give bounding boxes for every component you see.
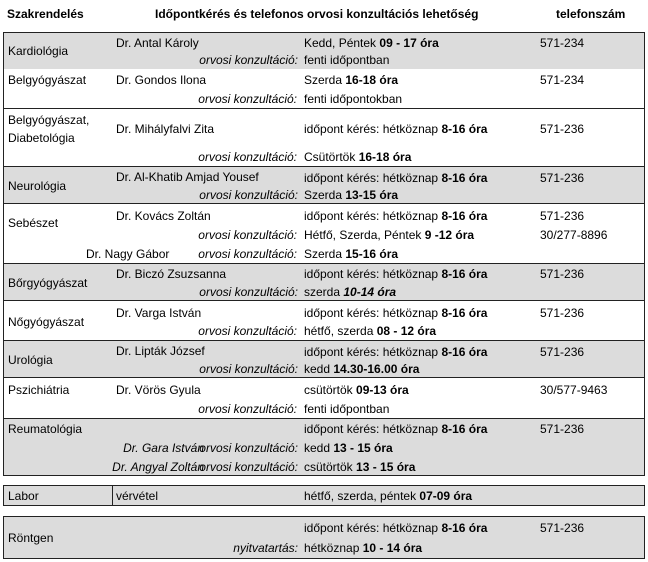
consult-label: orvosi konzultáció: (198, 402, 297, 416)
appointment-time: hétfő, szerda, péntek 07-09 óra (304, 489, 473, 503)
appointment-time: időpont kérés: hétköznap 8-16 óra (304, 171, 488, 185)
appointment-time: Kedd, Péntek 09 - 17 óra (304, 36, 439, 50)
consult-time-secondary: csütörtök 13 - 15 óra (304, 460, 416, 474)
phone-number: 571-236 (540, 209, 585, 223)
consult-label: orvosi konzultáció: (199, 285, 298, 299)
specialty-name: Reumatológia (8, 422, 83, 436)
row-divider (3, 108, 645, 109)
specialty-name: Belgyógyászat (8, 73, 87, 87)
consult-time: kedd 14.30-16.00 óra (304, 362, 420, 376)
consult-time-secondary: Szerda 15-16 óra (304, 247, 399, 261)
specialty-name: Nőgyógyászat (8, 315, 85, 329)
specialty-name: Sebészet (8, 216, 59, 230)
specialty-name: Urológia (8, 353, 53, 367)
consult-label: orvosi konzultáció: (198, 150, 297, 164)
doctor-name: Dr. Gara István (123, 441, 204, 455)
doctor-name: Dr. Kovács Zoltán (116, 209, 211, 223)
consult-label: orvosi konzultáció: (198, 324, 297, 338)
phone-number-secondary: 30/277-8896 (540, 228, 608, 242)
doctor-name: Dr. Gondos Ilona (116, 73, 207, 87)
opening-hours-label: nyitvatartás: (233, 541, 298, 555)
service-name: vérvétel (116, 489, 159, 503)
doctor-name: Dr. Lipták József (116, 344, 205, 358)
header-phone: telefonszám (556, 7, 626, 21)
opening-hours: hétköznap 10 - 14 óra (304, 541, 423, 555)
appointment-time: időpont kérés: hétköznap 8-16 óra (304, 122, 488, 136)
consult-label-secondary: orvosi konzultáció: (199, 460, 298, 474)
specialty-name-line1: Belgyógyászat, (8, 113, 90, 127)
phone-number: 571-236 (540, 267, 585, 281)
consult-time: fenti időpontban (304, 53, 390, 67)
consult-time: Csütörtök 16-18 óra (304, 150, 412, 164)
row-urologia (3, 340, 645, 378)
consult-time: fenti időpontokban (304, 92, 403, 106)
doctor-name: Dr. Varga István (116, 306, 202, 320)
doctor-name: Dr. Vörös Gyula (116, 383, 201, 397)
phone-number: 571-234 (540, 73, 585, 87)
specialty-name: Bőrgyógyászat (8, 276, 88, 290)
header-appointment: Időpontkérés és telefonos orvosi konzultációs lehetőség (155, 7, 479, 21)
consult-time: Hétfő, Szerda, Péntek 9 -12 óra (304, 228, 475, 242)
doctor-name: Dr. Biczó Zsuzsanna (116, 267, 227, 281)
specialty-name: Kardiológia (8, 44, 69, 58)
row-kardiologia (3, 32, 645, 69)
consult-label: orvosi konzultáció: (199, 441, 298, 455)
specialty-name: Labor (8, 489, 39, 503)
doctor-name: Dr. Mihályfalvi Zita (116, 122, 215, 136)
consult-time: fenti időpontban (304, 402, 390, 416)
appointment-time: Szerda 16-18 óra (304, 73, 399, 87)
phone-number: 571-234 (540, 36, 585, 50)
row-neurologia (3, 166, 645, 204)
phone-number: 571-236 (540, 345, 585, 359)
phone-number: 571-236 (540, 306, 585, 320)
row-labor (3, 485, 645, 506)
doctor-name: Dr. Al-Khatib Amjad Yousef (116, 170, 259, 184)
appointment-time: időpont kérés: hétköznap 8-16 óra (304, 345, 488, 359)
phone-number: 571-236 (540, 521, 585, 535)
consult-label: orvosi konzultáció: (198, 228, 297, 242)
doctor-name-secondary: Dr. Angyal Zoltán (112, 460, 204, 474)
phone-number: 30/577-9463 (540, 383, 608, 397)
doctor-name-secondary: Dr. Nagy Gábor (86, 247, 170, 261)
specialty-name-line2: Diabetológia (8, 131, 75, 145)
specialty-name: Neurológia (8, 179, 67, 193)
consult-time: Szerda 13-15 óra (304, 188, 399, 202)
specialty-name: Röntgen (8, 531, 54, 545)
row-borgyogyaszat (3, 263, 645, 301)
specialty-name: Pszichiátria (8, 383, 70, 397)
appointment-time: csütörtök 09-13 óra (304, 383, 409, 397)
consult-label: orvosi konzultáció: (199, 362, 298, 376)
consult-label: orvosi konzultáció: (199, 53, 298, 67)
appointment-time: időpont kérés: hétköznap 8-16 óra (304, 306, 488, 320)
consult-time: szerda 10-14 óra (304, 285, 397, 299)
appointment-time: időpont kérés: hétköznap 8-16 óra (304, 209, 488, 223)
row-reumatologia (3, 418, 645, 476)
row-rontgen (3, 516, 645, 559)
appointment-time: időpont kérés: hétköznap 8-16 óra (304, 422, 488, 436)
doctor-name: Dr. Antal Károly (116, 36, 199, 50)
phone-number: 571-236 (540, 171, 585, 185)
phone-number: 571-236 (540, 122, 585, 136)
phone-number: 571-236 (540, 422, 585, 436)
consult-label-secondary: orvosi konzultáció: (198, 247, 297, 261)
consult-time: kedd 13 - 15 óra (304, 441, 393, 455)
header-specialty: Szakrendelés (7, 7, 84, 21)
appointment-time: időpont kérés: hétköznap 8-16 óra (304, 521, 488, 535)
consult-label: orvosi konzultáció: (198, 92, 297, 106)
consult-label: orvosi konzultáció: (199, 188, 298, 202)
consult-time: hétfő, szerda 08 - 12 óra (304, 324, 437, 338)
cell-divider (112, 486, 113, 505)
appointment-time: időpont kérés: hétköznap 8-16 óra (304, 267, 488, 281)
